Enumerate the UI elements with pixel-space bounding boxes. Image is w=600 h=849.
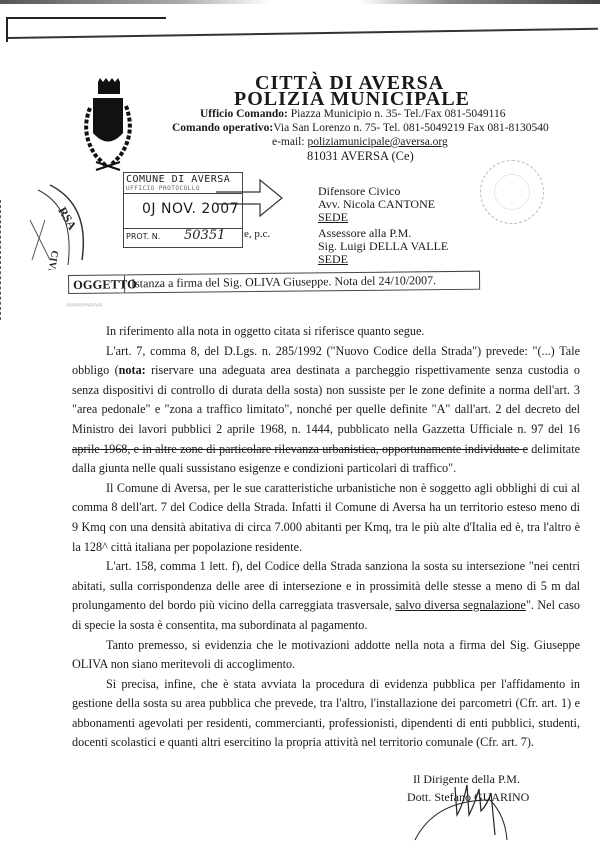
paragraph-comune: Il Comune di Aversa, per le sue caratteristiche urbanistiche non è soggetto agli obblighi di cui al comma 8 dell'art. 7 del Codice della Strada. Infatti il Comune di Aversa ha un territorio esteso meno di 9 Kmq con una densità abitativa di circa 7.000 abitanti per Kmq, tra le più alte d'Italia ed è, tra l'altro è la 128^ città italiana per popolazione residente. [72,480,580,554]
email-line [272,136,448,148]
ufficio-value: Piazza Municipio n. 35- Tel./Fax 081-5049116 [287,108,506,120]
recipient-location: SEDE [318,210,348,224]
fax-header-artifact [0,0,600,4]
stamp-line2: UFFICIO PROTOCOLLO [126,185,201,192]
paragraph-conclusion: Tanto premesso, si evidenzia che le motivazioni addotte nella nota a firma del Sig. Giuseppe OLIVA non siano meritevoli di accoglimento. [72,637,580,672]
round-seal-right-inner [494,174,530,210]
svg-text:CIVICO: CIVICO [42,249,60,270]
handwritten-signature-icon [395,775,555,845]
signatory-role: Il Dirigente della P.M. [413,772,520,786]
comando-operativo-line [172,122,549,134]
recipient-role: Assessore alla P.M. [318,226,412,240]
paragraph-intro: In riferimento alla nota in oggetto citata si riferisce quanto segue. [106,324,425,338]
paragraph-art7: L'art. 7, comma 8, del D.Lgs. n. 285/1992 ("Nuovo Codice della Strada") prevede: "(...) Tale obbligo (nota: riservare una adeguata area destinata a parcheggio rispettivamente senza custodia o senza dispositivi di controllo di durata della sosta) non sussiste per le zone definite a norma dell'art. 3 "area pedonale" e "zona a traffico limitato", nonché per quelle definite "A" dall'art. 2 del decreto del Ministro dei lavori pubblici 2 aprile 1968, n. 1444, pubblicato nella Gazzetta Ufficiale n. 97 del 16 aprile 1968, e in altre zone di particolare rilevanza urbanistica, opportunamente individuate e delimitate dalla giunta nelle quali sussistano esigenze e condizioni particolari di traffico". [72,343,580,476]
epc-label: e, p.c. [244,228,271,240]
department-title: POLIZIA MUNICIPALE [234,88,470,110]
stamp-prot-label: PROT. N. [126,232,161,241]
note-label: nota: [118,363,146,378]
operativo-label: Comando operativo: [172,122,274,134]
paragraph-art158: L'art. 158, comma 1 lett. f), del Codice della Strada sanziona la sosta su intersezione "nei centri abitati, sulla corrispondenza delle aree di intersezione e in prossimità delle stesse a meno di 5 m dal prolungamento del bordo più vicino della carreggiata trasversale, salvo diversa segnalazione". Nel caso di specie la sosta è consentita, ma subordinata al pagamento. [72,559,581,632]
subject-text: Istanza a firma del Sig. OLIVA Giuseppe. Nota del 24/10/2007. [131,273,437,291]
subject-box [68,271,480,294]
stamp-date: 0J NOV. 2007 [142,201,240,217]
recipient-location: SEDE [318,252,348,266]
stamp-line1: COMUNE DI AVERSA [126,174,231,185]
ufficio-label: Ufficio Comando: [200,108,288,120]
city-address: 81031 AVERSA (Ce) [307,149,414,163]
underlined-text: salvo diversa segnalazione [395,598,526,613]
ufficio-comando-line [200,108,506,120]
recipient-2 [318,227,448,266]
scan-border-line [8,28,598,39]
recipient-role: Difensore Civico [318,184,401,198]
arrow-right-icon [216,178,286,218]
email-link[interactable]: poliziamunicipale@aversa.org [307,136,448,148]
city-title: CITTÀ DI AVERSA [255,72,445,94]
scan-border-line [6,17,166,19]
stamp-prot-number: 50351 [184,228,226,243]
round-seal-left [20,180,100,270]
svg-text:RSA: RSA [55,204,80,233]
signatory-name: Dott. Stefano GUARINO [407,790,530,804]
recipient-name: Avv. Nicola CANTONE [318,197,436,211]
letter-body [72,322,580,753]
scan-edge [0,200,4,320]
recipient-name: Sig. Luigi DELLA VALLE [318,239,449,253]
recipient-1 [318,185,435,224]
email-label: e-mail: [272,136,308,148]
operativo-value: Via San Lorenzo n. 75- Tel. 081-5049219 Fax 081-8130540 [273,122,549,134]
paragraph-procedure: Si precisa, infine, che è stata avviata la procedura di evidenza pubblica per l'affidamento in gestione della sosta su area pubblica che prevede, tra l'altro, l'installazione dei parcometri (Cfr. art. 1) e abbonamenti agevolati per residenti, commercianti, professionisti, dipendenti di enti pubblici, studenti, docenti scolastici e quanti altri esercitino la propria attività nel territorio comunale (Cfr. art. 7). [72,676,580,750]
caret-separator: ^^^^^^^^^^^^^ [66,302,103,310]
subject-label: OGGETTO [69,275,125,293]
city-crest-icon [78,78,138,178]
struck-text: aprile 1968, e in altre zone di particolare rilevanza urbanistica, opportunamente individuate e [72,441,528,456]
